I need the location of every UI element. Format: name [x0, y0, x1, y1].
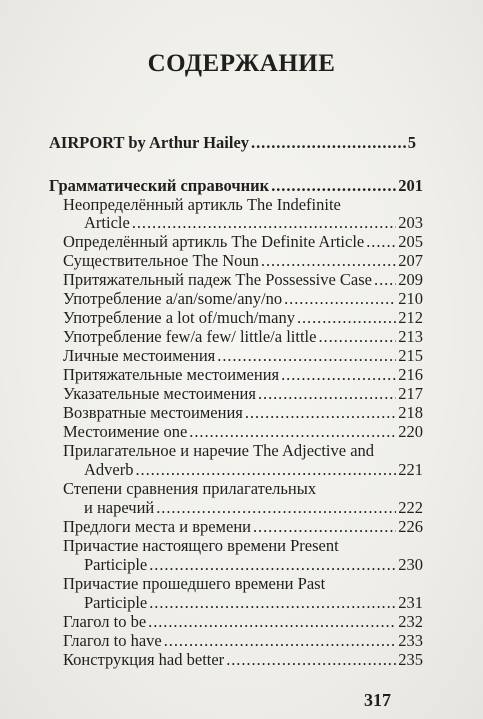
toc-entry-page: 233	[398, 631, 423, 650]
leader-dots	[253, 517, 396, 537]
toc-entry-text: Предлоги места и времени	[63, 517, 251, 536]
page-title: СОДЕРЖАНИЕ	[147, 50, 336, 77]
toc-entry	[63, 650, 423, 670]
leader-dots	[149, 593, 396, 613]
leader-dots	[189, 422, 396, 442]
leader-dots	[164, 631, 397, 651]
toc-entry-page: 203	[398, 213, 423, 232]
toc-entry-page: 222	[398, 498, 423, 517]
leader-dots	[297, 308, 396, 328]
toc-entry	[63, 289, 423, 309]
toc-entry	[63, 403, 423, 423]
toc-entry	[84, 498, 423, 518]
toc-entry	[63, 251, 423, 271]
leader-dots	[149, 555, 396, 575]
toc-entry-line1: Причастие прошедшего времени Past	[63, 574, 326, 593]
leader-dots	[245, 403, 396, 423]
leader-dots	[258, 384, 396, 404]
toc-entry-text: Participle	[84, 593, 148, 612]
toc-entry-text: Возвратные местоимения	[63, 403, 243, 422]
toc-entry	[63, 517, 423, 537]
toc-entry	[63, 270, 423, 290]
leader-dots	[251, 133, 406, 153]
toc-entry-page: 226	[398, 517, 423, 536]
toc-entry-text: Личные местоимения	[63, 346, 216, 365]
toc-entry-page: 235	[398, 650, 423, 669]
leader-dots	[132, 213, 396, 233]
toc-entry-page: 220	[398, 422, 423, 441]
toc-entry-text: Грамматический справочник	[49, 176, 270, 195]
toc-entry-grammar-reference	[49, 176, 423, 196]
leader-dots	[226, 650, 396, 670]
toc-entry	[63, 308, 423, 328]
toc-entry-text: Participle	[84, 555, 148, 574]
toc-entry-text: Конструкция had better	[63, 650, 225, 669]
toc-entry-page: 218	[398, 403, 423, 422]
toc-entry-text: Существительное The Noun	[63, 251, 259, 270]
toc-entry-text: Определённый артикль The Definite Article	[63, 232, 365, 251]
toc-entry-page: 217	[398, 384, 423, 403]
toc-entry-text: AIRPORT by Arthur Hailey	[49, 133, 250, 152]
leader-dots	[135, 460, 396, 480]
toc-entry-page: 210	[398, 289, 423, 308]
toc-entry-text: Употребление a lot of/much/many	[63, 308, 295, 327]
toc-entry	[63, 422, 423, 442]
toc-entry	[84, 593, 423, 613]
leader-dots	[271, 176, 396, 196]
toc-entry	[84, 213, 423, 233]
toc-entry-text: Глагол to have	[63, 631, 162, 650]
toc-entry-page: 230	[398, 555, 423, 574]
leader-dots	[374, 270, 396, 290]
leader-dots	[217, 346, 396, 366]
toc-entry-page: 221	[398, 460, 423, 479]
toc-entry-airport	[49, 133, 416, 153]
toc-entry	[84, 460, 423, 480]
toc-entry-page: 216	[398, 365, 423, 384]
toc-entry-text: Глагол to be	[63, 612, 147, 631]
leader-dots	[261, 251, 396, 271]
toc-entry-page: 201	[398, 176, 423, 195]
toc-entry-page: 213	[398, 327, 423, 346]
toc-entry-text: Указательные местоимения	[63, 384, 256, 403]
page-number: 317	[364, 690, 391, 710]
toc-entry	[63, 346, 423, 366]
toc-entry	[63, 232, 423, 252]
toc-entry	[63, 612, 423, 632]
toc-entry	[63, 365, 423, 385]
toc-entry-text: Adverb	[84, 460, 134, 479]
toc-entry	[63, 384, 423, 404]
toc-entry-page: 231	[398, 593, 423, 612]
toc-entry-page: 212	[398, 308, 423, 327]
toc-entry-page: 232	[398, 612, 423, 631]
toc-entry-page: 205	[398, 232, 423, 251]
toc-entry-page: 5	[407, 133, 416, 152]
toc-entry-text: Притяжательный падеж The Possessive Case	[63, 270, 373, 289]
toc-entry-text: Местоимение one	[63, 422, 188, 441]
leader-dots	[281, 365, 396, 385]
toc-entry-line1: Степени сравнения прилагательных	[63, 479, 317, 498]
leader-dots	[366, 232, 396, 252]
leader-dots	[318, 327, 396, 347]
toc-entry-line1: Прилагательное и наречие The Adjective and	[63, 441, 375, 460]
toc-entry	[84, 555, 423, 575]
leader-dots	[284, 289, 396, 309]
leader-dots	[148, 612, 396, 632]
leader-dots	[156, 498, 396, 518]
toc-entry-text: Употребление few/a few/ little/a little	[63, 327, 317, 346]
toc-entry-text: Притяжательные местоимения	[63, 365, 280, 384]
toc-entry	[63, 327, 423, 347]
toc-entry-line1: Причастие настоящего времени Present	[63, 536, 339, 555]
toc-entry-text: Article	[84, 213, 130, 232]
toc-entry	[63, 631, 423, 651]
toc-entry-line1: Неопределённый артикль The Indefinite	[63, 195, 341, 214]
toc-entry-page: 215	[398, 346, 423, 365]
toc-entry-page: 207	[398, 251, 423, 270]
toc-entry-text: Употребление a/an/some/any/no	[63, 289, 283, 308]
toc-entry-page: 209	[398, 270, 423, 289]
toc-entry-text: и наречий	[84, 498, 155, 517]
